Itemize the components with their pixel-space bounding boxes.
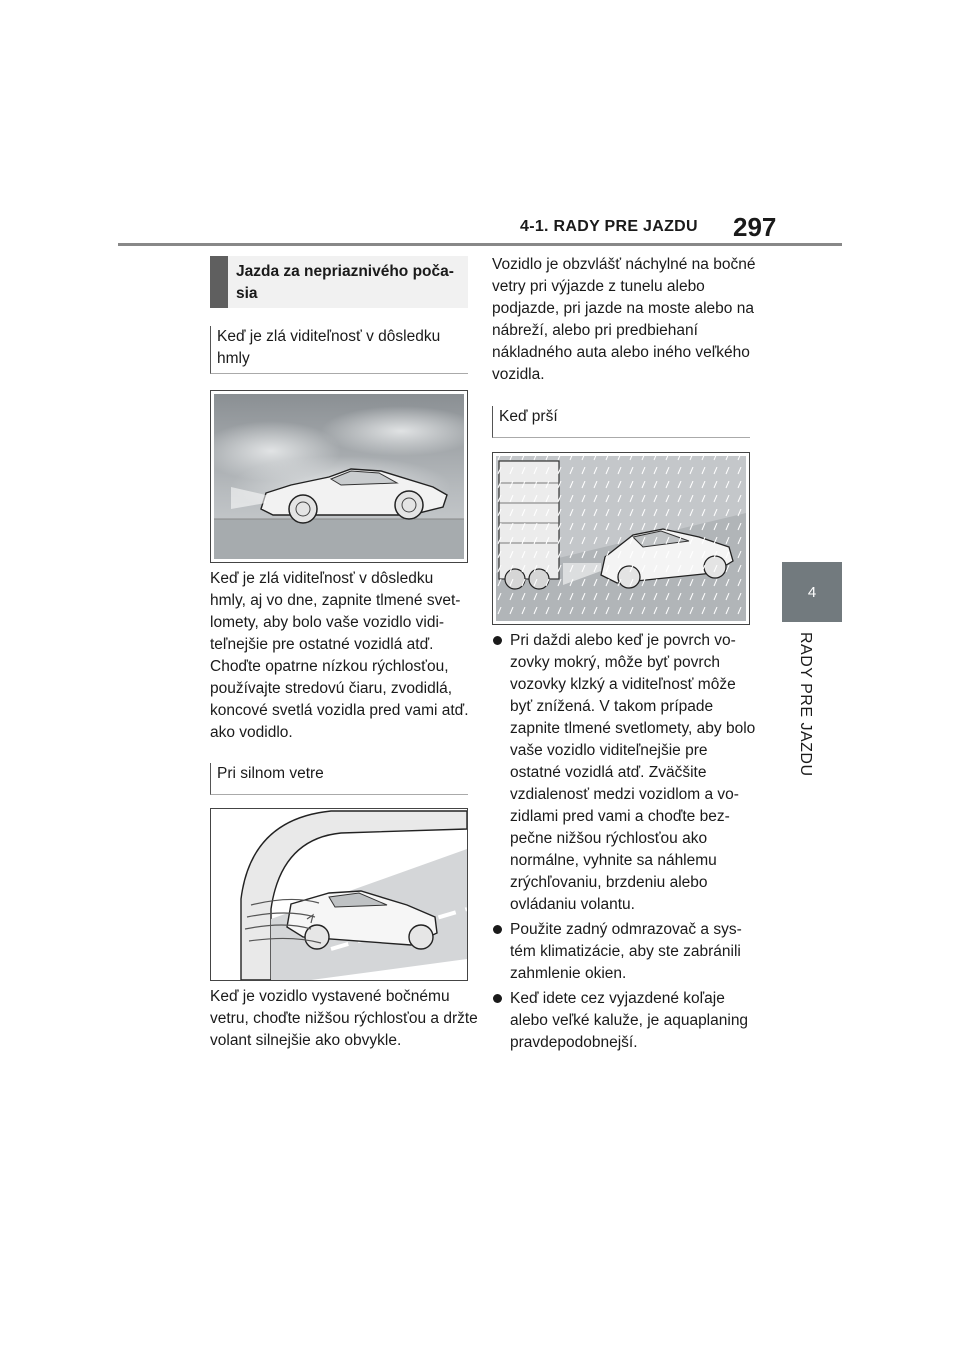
chapter-side-title: RADY PRE JAZDU [797,632,814,777]
section-heading-bar [210,256,228,308]
rain-bullet-2: Použite zadný odmrazovač a systém klimatizácie, aby ste zabránili zahmlenie okien. [492,919,762,985]
rain-car-image [493,453,749,624]
wind-paragraph [210,986,480,1052]
fog-illustration [210,390,468,563]
fog-paragraph [210,568,472,744]
fog-car-image [211,391,467,562]
rain-bullet-list [492,630,762,1054]
page-number: 297 [733,212,777,242]
rain-bullet-1: Pri daždi alebo keď je povrch vozovky mokrý, môže byť povrch vozovky klzký a viditeľnosť môže byť znížená. V takom prípade zapnite tlmené svetlomety, aby bolo vaše vozidlo viditeľnejšie pre ostatné vozidlá atď. Zväčšite vzdialenosť medzi vozidlom a vozidlami pred vami a choďte bezpečne nižšou rýchlosťou ako normálne, vyhnite sa náhlemu zrýchľovaniu, brzdeniu alebo ovládaniu volantu. [492,630,762,916]
rain-bullets [492,630,762,1057]
rain-bullet-3: Keď idete cez vyjazdené koľaje alebo veľké kaluže, je aquaplaning pravdepodobnejší. [492,988,762,1054]
fog-text: Keď je zlá viditeľnosť v dôsledku hmly, aj vo dne, zapnite tlmené svetlomety, aby bolo vaše vozidlo viditeľnejšie pre ostatné vozidlá atď. Choďte opatrne nízkou rýchlosťou, používajte stredovú čiaru, zvodidlá, koncové svetlá vozidla pred vami atď. ako vodidlo. [210,570,469,741]
wind-illustration [210,808,468,981]
wind-subheading [210,763,468,795]
wind-intro-paragraph [492,254,756,386]
section-heading-text: Jazda za nepriaznivého počasia [236,263,454,302]
rain-subheading-text: Keď prší [499,408,558,425]
fog-subheading [210,326,468,374]
rain-illustration [492,452,750,625]
header-section-title: 4-1. RADY PRE JAZDU [520,218,698,235]
wind-text: Keď je vozidlo vystavené bočnému vetru, choďte nižšou rýchlosťou a držte volant silnejšie ako obvykle. [210,988,478,1049]
wind-subheading-text: Pri silnom vetre [217,765,324,782]
fog-subheading-text: Keď je zlá viditeľnosť v dôsledku hmly [217,328,441,367]
chapter-tab [782,562,842,622]
wind-car-image [211,809,467,980]
header-rule [118,243,842,246]
chapter-number: 4 [807,583,817,601]
section-heading [210,256,468,308]
right-intro-text: Vozidlo je obzvlášť náchylné na bočné vetry pri výjazde z tunelu alebo podjazde, pri jazde na moste alebo na nábreží, alebo pri predbiehaní nákladného auta alebo iného veľkého vozidla. [492,256,756,383]
rain-subheading [492,406,750,438]
